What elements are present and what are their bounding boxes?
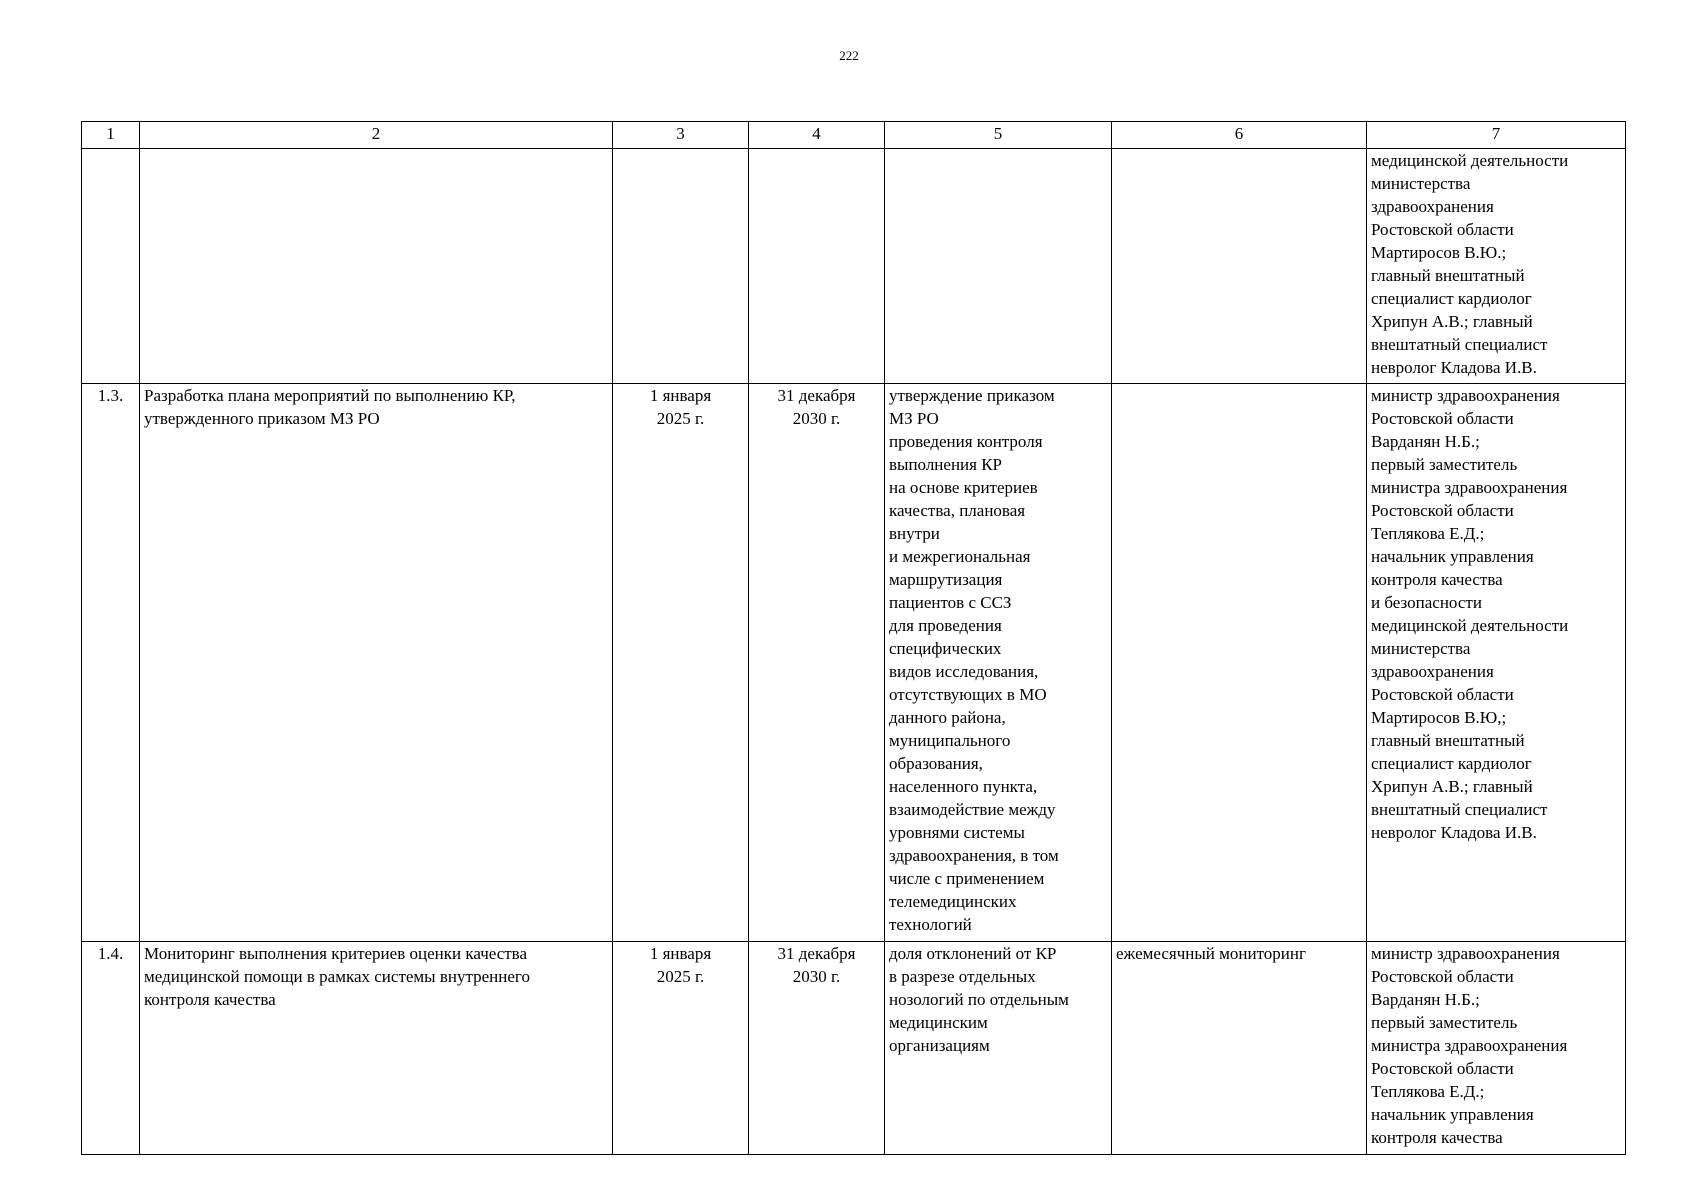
frequency-cell [1112, 942, 1367, 1155]
cell-text-line: и безопасности [1371, 593, 1482, 612]
cell-text-line: маршрутизация [889, 570, 1003, 589]
cell-text-line: доля отклонений от КР [889, 944, 1057, 963]
cell-text-line: проведения контроля [889, 432, 1043, 451]
start-date-cell [613, 384, 749, 942]
cell-text-line: 31 декабря [777, 386, 856, 405]
start-date-cell [613, 942, 749, 1155]
cell-text-line: Хрипун А.В.; главный [1371, 312, 1533, 331]
cell-text-line: внутри [889, 524, 940, 543]
cell-text-line: министерства [1371, 174, 1471, 193]
cell-text-line: здравоохранения [1371, 197, 1494, 216]
expected-result-cell [885, 149, 1112, 384]
cell-text-line: Мартиросов В.Ю,; [1371, 708, 1507, 727]
cell-text-line: 2025 г. [656, 409, 705, 428]
cell-text-line: видов исследования, [889, 662, 1039, 681]
cell-text-line: уровнями системы [889, 823, 1025, 842]
cell-text-line: здравоохранения [1371, 662, 1494, 681]
cell-text-line: начальник управления [1371, 547, 1534, 566]
cell-text-line: специфических [889, 639, 1002, 658]
responsible-cell [1367, 942, 1626, 1155]
cell-text-line: министр здравоохранения [1371, 386, 1560, 405]
cell-text-line: Теплякова Е.Д.; [1371, 524, 1485, 543]
cell-text-line: на основе критериев [889, 478, 1038, 497]
cell-text-line: Мартиросов В.Ю.; [1371, 243, 1507, 262]
cell-text-line: контроля качества [144, 990, 276, 1009]
cell-text-line: 2030 г. [792, 409, 841, 428]
cell-text-line: Варданян Н.Б.; [1371, 990, 1480, 1009]
end-date-cell [749, 942, 885, 1155]
cell-text-line: медицинской деятельности [1371, 616, 1569, 635]
cell-text-line: Разработка плана мероприятий по выполнению КР, [144, 386, 516, 405]
cell-text-line: технологий [889, 915, 972, 934]
table-row [82, 942, 1626, 1155]
end-date-cell [749, 149, 885, 384]
cell-text-line: главный внештатный [1371, 731, 1525, 750]
cell-text-line: Ростовской области [1371, 967, 1514, 986]
frequency-cell [1112, 149, 1367, 384]
cell-text-line: медицинским [889, 1013, 988, 1032]
cell-text-line: числе с применением [889, 869, 1045, 888]
cell-text-line: качества, плановая [889, 501, 1026, 520]
cell-text-line: невролог Кладова И.В. [1371, 358, 1537, 377]
cell-text-line: организациям [889, 1036, 990, 1055]
row-number-cell: 1.4. [82, 942, 140, 1155]
activity-name-cell [140, 149, 613, 384]
cell-text-line: данного района, [889, 708, 1006, 727]
cell-text-line: утверждение приказом [889, 386, 1055, 405]
cell-text-line: специалист кардиолог [1371, 754, 1532, 773]
cell-text-line: министр здравоохранения [1371, 944, 1560, 963]
cell-text-line: контроля качества [1371, 570, 1503, 589]
cell-text-line: первый заместитель [1371, 1013, 1518, 1032]
activity-name-cell [140, 942, 613, 1155]
cell-text-line: Ростовской области [1371, 685, 1514, 704]
cell-text-line: 1 января [649, 944, 712, 963]
cell-text-line: Хрипун А.В.; главный [1371, 777, 1533, 796]
column-header: 4 [749, 122, 885, 149]
cell-text-line: для проведения [889, 616, 1002, 635]
activity-name-cell [140, 384, 613, 942]
plan-table [81, 121, 1626, 1155]
cell-text-line: Ростовской области [1371, 220, 1514, 239]
expected-result-cell [885, 384, 1112, 942]
cell-text-line: нозологий по отдельным [889, 990, 1069, 1009]
cell-text-line: утвержденного приказом МЗ РО [144, 409, 380, 428]
cell-text-line: 2025 г. [656, 967, 705, 986]
row-number-cell [82, 149, 140, 384]
column-header: 7 [1367, 122, 1626, 149]
cell-text-line: Варданян Н.Б.; [1371, 432, 1480, 451]
cell-text-line: в разрезе отдельных [889, 967, 1036, 986]
cell-text-line: медицинской деятельности [1371, 151, 1569, 170]
expected-result-cell [885, 942, 1112, 1155]
cell-text-line: контроля качества [1371, 1128, 1503, 1147]
start-date-cell [613, 149, 749, 384]
cell-text-line: выполнения КР [889, 455, 1003, 474]
column-header: 5 [885, 122, 1112, 149]
cell-text-line: 2030 г. [792, 967, 841, 986]
cell-text-line: специалист кардиолог [1371, 289, 1532, 308]
cell-text-line: Теплякова Е.Д.; [1371, 1082, 1485, 1101]
row-number-cell: 1.3. [82, 384, 140, 942]
cell-text-line: невролог Кладова И.В. [1371, 823, 1537, 842]
cell-text-line: Ростовской области [1371, 501, 1514, 520]
column-header: 3 [613, 122, 749, 149]
cell-text-line: и межрегиональная [889, 547, 1031, 566]
cell-text-line: министерства [1371, 639, 1471, 658]
cell-text-line: медицинской помощи в рамках системы внутреннего [144, 967, 530, 986]
table-row [82, 149, 1626, 384]
cell-text-line: телемедицинских [889, 892, 1017, 911]
cell-text-line: министра здравоохранения [1371, 1036, 1568, 1055]
cell-text-line: внештатный специалист [1371, 335, 1548, 354]
column-header: 2 [140, 122, 613, 149]
cell-text-line: ежемесячный мониторинг [1116, 944, 1306, 963]
cell-text-line: начальник управления [1371, 1105, 1534, 1124]
page-number: 222 [839, 48, 859, 63]
frequency-cell [1112, 384, 1367, 942]
cell-text-line: министра здравоохранения [1371, 478, 1568, 497]
cell-text-line: первый заместитель [1371, 455, 1518, 474]
cell-text-line: Мониторинг выполнения критериев оценки качества [144, 944, 528, 963]
end-date-cell [749, 384, 885, 942]
cell-text-line: внештатный специалист [1371, 800, 1548, 819]
cell-text-line: взаимодействие между [889, 800, 1056, 819]
cell-text-line: 31 декабря [777, 944, 856, 963]
cell-text-line: Ростовской области [1371, 409, 1514, 428]
cell-text-line: 1 января [649, 386, 712, 405]
cell-text-line: пациентов с ССЗ [889, 593, 1012, 612]
cell-text-line: главный внештатный [1371, 266, 1525, 285]
cell-text-line: здравоохранения, в том [889, 846, 1059, 865]
cell-text-line: муниципального [889, 731, 1011, 750]
cell-text-line: образования, [889, 754, 983, 773]
cell-text-line: Ростовской области [1371, 1059, 1514, 1078]
cell-text-line: отсутствующих в МО [889, 685, 1047, 704]
cell-text-line: населенного пункта, [889, 777, 1038, 796]
responsible-cell [1367, 384, 1626, 942]
column-header: 1 [82, 122, 140, 149]
responsible-cell [1367, 149, 1626, 384]
column-number-row [82, 122, 1626, 149]
column-header: 6 [1112, 122, 1367, 149]
table-row [82, 384, 1626, 942]
cell-text-line: МЗ РО [889, 409, 939, 428]
